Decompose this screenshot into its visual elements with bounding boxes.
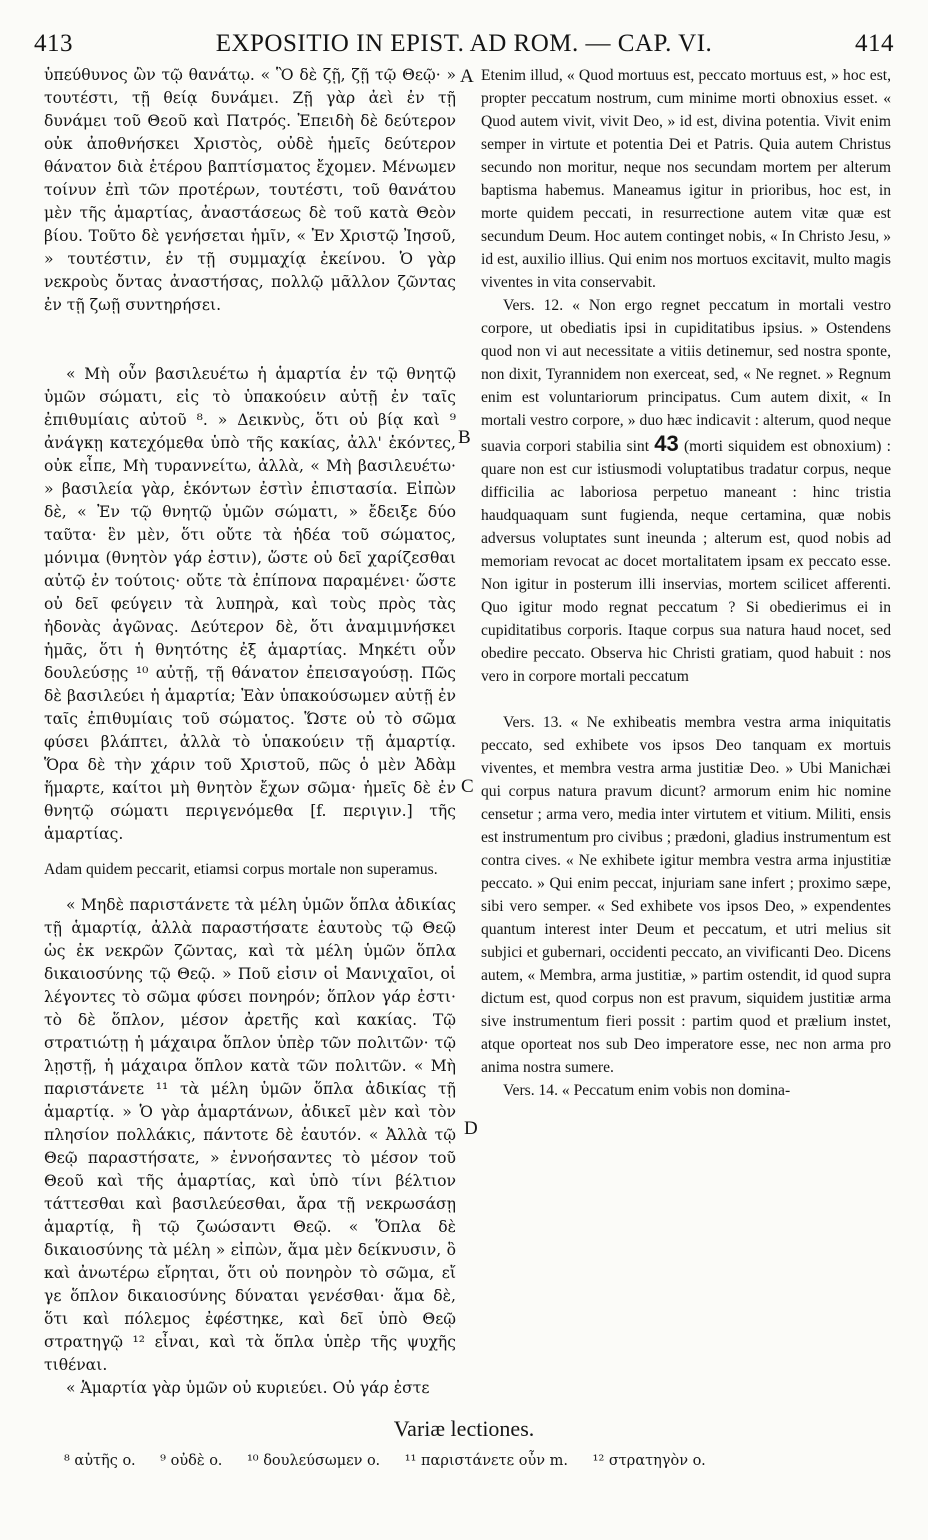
margin-letter-c: C — [461, 776, 474, 797]
running-title: EXPOSITIO IN EPIST. AD ROM. — CAP. VI. — [215, 30, 713, 57]
variant-note: ¹² στρατηγὸν o. — [592, 1453, 706, 1469]
latin-verse-12-text: Vers. 12. « Non ergo regnet peccatum in mortali vestro corpore, ut obediatis ipsi in cupiditatibus ipsius. » Ostendens quod non vi aut necessitate a vitiis detinemur, sed nostra sponte, non dixit, Tyrannidem non exerceat, sed, « Ne regnet. » Regnum enim est voluntariorum principatus. Cum autem dixit, « In mortali vestro corpore, » duo hæc indicavit : alterum, quod neque suavia corpori stabilia sint — [481, 297, 891, 455]
margin-letter-b: B — [458, 427, 471, 448]
latin-column — [481, 64, 891, 1404]
latin-verse-13: Vers. 13. « Ne exhibeatis membra vestra arma iniquitatis peccato, sed exhibete vos ipsos Deo tanquam ex mortuis viventes, et membra vestra arma justitiæ Deo. » Ubi Manichæi qui corpus natura pravum dicunt? armorum enim hic nomine censetur ; arma vero, media inter virtutem et vitium. Militi, ensis est instrumentum pro civibus ; prædoni, gladius instrumentum est contra cives. « Ne exhibete igitur membra vestra arma injustitiæ peccato. » Qui enim peccat, injuriam sane infert ; proximo sæpe, sibi vero semper. « Sed exhibete vos ipsos Deo, » expendentes quantum interest inter Deum et peccatum, et utri melius sit subjici et gubernari, occidenti peccato, an vivificanti Deo. Dicens autem, « Membra, arma justitiæ, » partim ostendit, id quod supra dictum est, quod corpus non est pravum, siquidem justitiæ arma sive instrumentum fieri possit : partim quod et prælium instet, atque oporteat nos sub Deo imperatore esse, nec non arma pro anima nostra sumere. — [481, 714, 891, 1076]
margin-letter-d: D — [464, 1118, 478, 1139]
latin-verse-14: Vers. 14. « Peccatum enim vobis non domina- — [503, 1082, 791, 1099]
greek-paragraph-3: « Μηδὲ παριστάνετε τὰ μέλη ὑμῶν ὅπλα ἀδικίας τῇ ἁμαρτίᾳ, ἀλλὰ παραστήσατε ἑαυτοὺς τῷ Θεῷ ὡς ἐκ νεκρῶν ζῶντας, καὶ τὰ μέλη ὑμῶν ὅπλα δικαιοσύνης τῷ Θεῷ. » Ποῦ εἰσιν οἱ Μανιχαῖοι, οἱ λέγοντες τὸ σῶμα φύσει πονηρόν; ὅπλον γάρ ἐστι· τὸ δὲ ὅπλον, μέσον ἀρετῆς καὶ κακίας. Τῷ στρατιώτῃ ἡ μάχαιρα ὅπλον ὑπὲρ τῶν πολιτῶν· τῷ λῃστῇ, ἡ μάχαιρα ὅπλον κατὰ τῶν πολιτῶν. « Μὴ παριστάνετε ¹¹ τὰ μέλη ὑμῶν ὅπλα ἀδικίας τῇ ἁμαρτίᾳ. » Ὁ γὰρ ἁμαρτάνων, ἀδικεῖ μὲν καὶ τὸν πλησίον πολλάκις, πάντοτε δὲ ἑαυτόν. « Ἀλλὰ τῷ Θεῷ παραστήσατε, » ἐννοήσαντες τὸ μέσον τοῦ Θεοῦ καὶ τῆς ἁμαρτίας, καὶ ὑπὸ τίνι βέλτιον τάττεσθαι καὶ βασιλεύεσθαι, ἄρα τῇ νεκρωσάσῃ ἁμαρτίᾳ, ἢ τῷ ζωώσαντι Θεῷ. « Ὅπλα δὲ δικαιοσύνης τὰ μέλη » εἰπὼν, ἅμα μὲν δείκνυσιν, ὃ καὶ ἀνωτέρω εἴρηται, ὅτι οὐ πονηρὸν τὸ σῶμα, εἴ γε ὅπλον δικαιοσύνης δύναται γενέσθαι· ἅμα δὲ, ὅτι καὶ πόλεμος ἐφέστηκε, καὶ δεῖ ὑπὸ Θεῷ στρατηγῷ ¹² εἶναι, καὶ τὰ ὅπλα ὑπὲρ τῆς ψυχῆς τιθέναι. — [44, 896, 456, 1374]
variant-note: ¹¹ παριστάνετε οὖν m. — [404, 1453, 569, 1469]
page-number-left: 413 — [34, 30, 73, 57]
column-number: 43 — [654, 431, 679, 456]
variant-note: ¹⁰ δουλεύσωμεν o. — [246, 1453, 381, 1469]
variant-note: ⁸ αὐτῆς o. — [64, 1453, 136, 1469]
greek-paragraph-1: ὑπεύθυνος ὢν τῷ θανάτῳ. « Ὃ δὲ ζῇ, ζῇ τῷ Θεῷ· » τουτέστι, τῇ θείᾳ δυνάμει. Ζῇ γὰρ ἀεὶ ἐν τῇ δυνάμει τοῦ Θεοῦ καὶ Πατρός. Ἐπειδὴ δὲ δεύτερον οὐκ ἀποθνήσκει Χριστὸς, οὐδὲ ἡμεῖς δεύτερον θάνατον διὰ ἑτέρου βαπτίσματος ἔχομεν. Μένωμεν τοίνυν ἐπὶ τῶν προτέρων, τουτέστι, τοῦ θανάτου μὲν τῆς ἁμαρτίας, ἀναστάσεως δὲ τοῦ κατὰ Θεὸν βίου. Τοῦτο δὲ γενήσεται ἡμῖν, « Ἐν Χριστῷ Ἰησοῦ, » τουτέστιν, ἐν τῇ συμμαχίᾳ ἐκείνου. Ὁ γὰρ νεκροὺς ὄντας ἀναστήσας, πολλῷ μᾶλλον ζῶντας ἐν τῇ ζωῇ συντηρήσει. — [44, 66, 456, 314]
margin-letter-a: A — [460, 66, 474, 87]
latin-interpolated-line: Adam quidem peccarit, etiamsi corpus mortale non superamus. — [44, 861, 438, 878]
variae-lectiones-title: Variæ lectiones. — [393, 1416, 535, 1441]
latin-verse-12 — [481, 294, 891, 688]
variant-note: ⁹ οὐδὲ o. — [160, 1453, 223, 1469]
page-number-right: 414 — [855, 30, 894, 57]
greek-paragraph-4: « Ἁμαρτία γὰρ ὑμῶν οὐ κυριεύει. Οὐ γάρ ἐστε — [66, 1379, 430, 1397]
latin-verse-12-cont: (morti siquidem est obnoxium) : quare non est cur istiusmodi voluptatibus tradatur corpus, neque difficilia ac laboriosa perpetuo maneant : hinc tristia haudquaquam sunt fugienda, neque certamina, quæ nobis adversus voluptates sunt ineunda ; alterum est, quod nobis ad memoriam revocat ac docet mortalitatem ipsam ex peccato esse. Non igitur in posterum illi inservias, mortem scilicet afferenti. Quo igitur modo regnat peccatum ? Si obedierimus ei in cupiditatibus corporis. Itaque corpus sua natura haud nocet, sed obedire peccato. Observa hic Christi gratiam, quod habuit : nos vero in corpore mortali peccatum — [481, 438, 891, 685]
page-header — [34, 30, 894, 64]
latin-paragraph-1: Etenim illud, « Quod mortuus est, peccato mortuus est, » hoc est, propter peccatum nostrum, cum minime morti obnoxius esset. « Quod autem vivit, vivit Deo, » id est, divina potentia. Vivit enim semper in virtute et potentia Dei et Patris. Quia autem Christus secundo non moritur, neque nos secundam mortem per alterum baptisma habemus. Maneamus igitur in prioribus, hoc est, in morte quidem peccati, in resurrectione autem vitæ quæ est secundum Deum. Hoc autem continget nobis, « In Christo Jesu, » id est, auxilio illius. Qui enim nos mortuos excitavit, multo magis viventes in vita conservabit. — [481, 67, 891, 291]
greek-column — [44, 64, 456, 1404]
greek-paragraph-2: « Μὴ οὖν βασιλευέτω ἡ ἁμαρτία ἐν τῷ θνητῷ ὑμῶν σώματι, εἰς τὸ ὑπακούειν αὐτῇ ἐν ταῖς ἐπιθυμίαις αὐτοῦ ⁸. » Δεικνὺς, ὅτι οὐ βίᾳ καὶ ⁹ ἀνάγκῃ κατεχόμεθα ὑπὸ τῆς κακίας, ἀλλ' ἑκόντες, οὐκ εἶπε, Μὴ τυραννείτω, ἀλλὰ, « Μὴ βασιλευέτω· » βασιλεία γὰρ, ἑκόντων ἐστὶν ἐπιστασία. Εἰπὼν δὲ, « Ἐν τῷ θνητῷ ὑμῶν σώματι, » ἔδειξε δύο ταῦτα· ἓν μὲν, ὅτι οὔτε τὰ ἡδέα τοῦ σώματος, μόνιμα (θνητὸν γάρ ἐστιν), ὥστε οὐ δεῖ χαρίζεσθαι αὐτῷ ἐν τούτοις· οὔτε τὰ ἐπίπονα παραμένει· ὥστε οὐ δεῖ φεύγειν τὰ λυπηρὰ, καὶ τοὺς πρὸς τὰς ἡδονὰς ἀγῶνας. Δεύτερον δὲ, ὅτι ἀναμιμνήσκει ἡμᾶς, ὅτι ἡ θνητότης ἐξ ἁμαρτίας. Μηκέτι οὖν δουλεύσῃς ¹⁰ αὐτῇ, τῇ θάνατον ἐπεισαγούσῃ. Πῶς δὲ βασιλεύει ἡ ἁμαρτία; Ἐὰν ὑπακούσωμεν αὐτῇ ἐν ταῖς ἐπιθυμίαις τοῦ σώματος. Ὥστε οὐ τὸ σῶμα φύσει βλάπτει, ἀλλὰ τὸ ὑπακούειν τῇ ἁμαρτίᾳ. Ὅρα δὲ τὴν χάριν τοῦ Χριστοῦ, πῶς ὁ μὲν Ἀδὰμ ἥμαρτε, καίτοι μὴ θνητὸν ἔχων σῶμα· ἡμεῖς δὲ ἐν θνητῷ σώματι περιγενόμεθα [f. περιγιν.] τῆς ἁμαρτίας. — [44, 365, 456, 843]
variae-lectiones-notes — [64, 1453, 884, 1469]
